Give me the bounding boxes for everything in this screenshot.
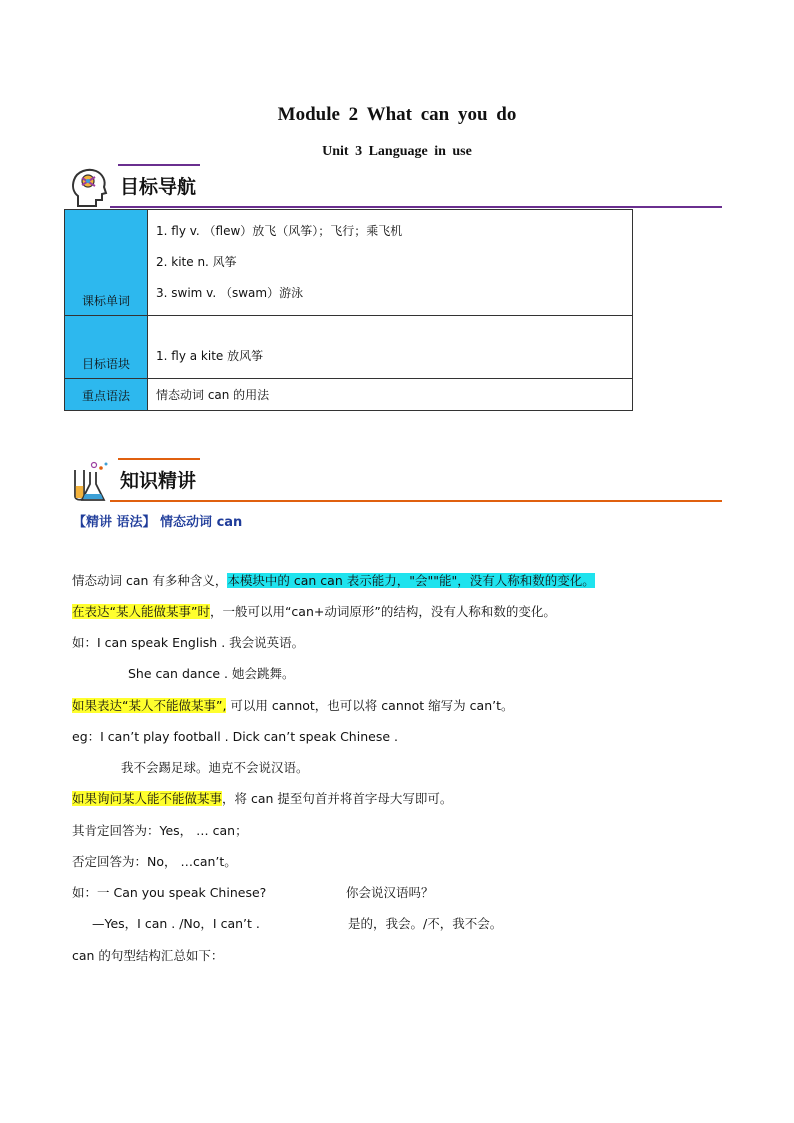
vocab-line: 2. kite n. 风筝: [156, 255, 237, 269]
highlight-yellow: 如果表达“某人不能做某事”,: [72, 698, 227, 713]
highlight-yellow: 在表达“某人能做某事”时: [72, 604, 210, 619]
lab-flask-icon: [70, 460, 110, 504]
text-line: 如果表达“某人不能做某事”, 可以用 cannot，也可以将 cannot 缩写为 can’t。: [72, 698, 514, 713]
section-header-knowledge: [70, 458, 722, 502]
table-row: [65, 316, 633, 379]
row-content: [148, 316, 633, 379]
example-line: 如：一 Can you speak Chinese?: [72, 885, 267, 900]
vocab-line: 1. fly v. （flew）放飞（风筝）；飞行；乘飞机: [156, 224, 403, 238]
row-content: [148, 379, 633, 411]
section-underline: [110, 500, 722, 502]
example-line: —Yes，I can . /No，I can’t .: [92, 916, 260, 931]
table-row: [65, 210, 633, 316]
text-line: can 的句型结构汇总如下：: [72, 948, 224, 963]
table-row: [65, 379, 633, 411]
text-line: 如果询问某人能不能做某事，将 can 提至句首并将首字母大写即可。: [72, 791, 453, 806]
example-line: 我不会踢足球。迪克不会说汉语。: [121, 760, 309, 775]
row-header: 重点语法: [65, 379, 148, 411]
row-header: 目标语块: [65, 316, 148, 379]
example-line: She can dance . 她会跳舞。: [128, 666, 295, 681]
highlight-yellow: 如果询问某人能不能做某事: [72, 791, 223, 806]
brain-head-icon: [70, 166, 110, 208]
lesson-tag: 【精讲 语法】 情态动词 can: [73, 515, 243, 530]
row-content: [148, 210, 633, 316]
row-header: 课标单词: [65, 210, 148, 316]
example-line: 如：I can speak English . 我会说英语。: [72, 635, 305, 650]
grammar-line: 情态动词 can 的用法: [156, 388, 270, 402]
page-title: Module 2 What can you do: [277, 104, 517, 125]
text-line: 其肯定回答为：Yes， … can；: [72, 823, 248, 838]
text-line: 否定回答为：No， …can’t。: [72, 854, 237, 869]
example-line: eg：I can’t play football . Dick can’t speak Chinese .: [72, 729, 398, 744]
phrase-line: 1. fly a kite 放风筝: [156, 349, 264, 363]
page-subtitle: Unit 3 Language in use: [322, 144, 472, 159]
section-header-goals: [70, 164, 722, 208]
section-label: 知识精讲: [120, 470, 197, 492]
section-topbar: [118, 164, 200, 166]
section-topbar: [118, 458, 200, 460]
text-line: 情态动词 can 有多种含义，本模块中的 can can 表示能力，"会""能"，没有人称和数的变化。: [72, 573, 595, 588]
section-label: 目标导航: [120, 176, 197, 198]
goals-table: [64, 209, 633, 411]
highlight-cyan: 本模块中的 can can 表示能力，"会""能"，没有人称和数的变化。: [227, 573, 595, 588]
example-translation: 是的，我会。/不，我不会。: [348, 916, 503, 931]
example-translation: 你会说汉语吗？: [346, 885, 434, 900]
text-line: 在表达“某人能做某事”时，一般可以用“can+动词原形”的结构，没有人称和数的变化。: [72, 604, 556, 619]
section-underline: [110, 206, 722, 208]
vocab-line: 3. swim v. （swam）游泳: [156, 286, 304, 300]
